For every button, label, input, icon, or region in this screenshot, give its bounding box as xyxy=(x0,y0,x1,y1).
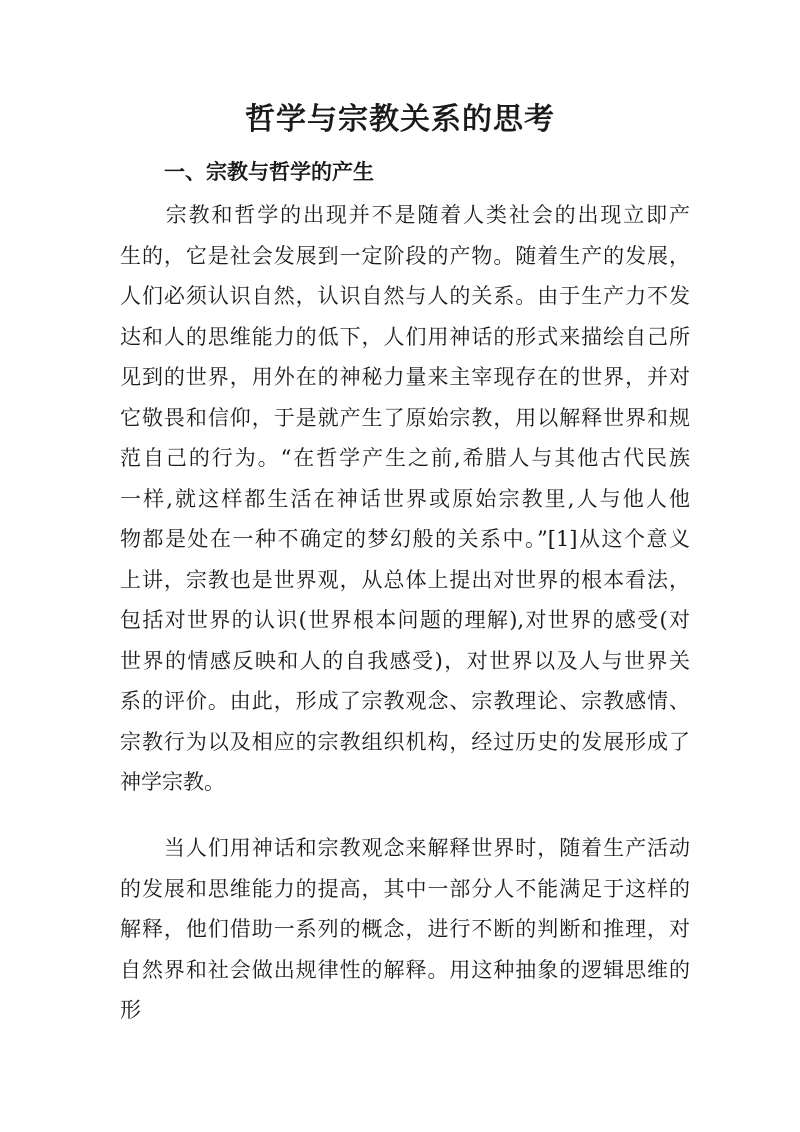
paragraph-line: 当人们用神话和宗教观念来解释世界时，随着生产活动 xyxy=(120,836,690,860)
paragraph-line: 见到的世界，用外在的神秘力量来主宰现存在的世界，并对 xyxy=(120,365,690,389)
paragraph-line: 人们必须认识自然，认识自然与人的关系。由于生产力不发 xyxy=(120,284,690,308)
paragraph-1 xyxy=(120,195,690,803)
paragraph-line: 解释，他们借助一系列的概念，进行不断的判断和推理，对 xyxy=(120,917,690,941)
section-heading: 一、宗教与哲学的产生 xyxy=(164,159,374,184)
document-title: 哲学与宗教关系的思考 xyxy=(245,102,555,137)
paragraph-line: 生的，它是社会发展到一定阶段的产物。随着生产的发展， xyxy=(120,243,690,268)
paragraph-line: 一样,就这样都生活在神话世界或原始宗教里,人与他人他 xyxy=(120,486,690,511)
paragraph-line: 形 xyxy=(120,998,141,1022)
paragraph-line: 自然界和社会做出规律性的解释。用这种抽象的逻辑思维的 xyxy=(120,957,690,982)
paragraph-line: 宗教和哲学的出现并不是随着人类社会的出现立即产 xyxy=(120,203,690,227)
paragraph-line: 系的评价。由此，形成了宗教观念、宗教理论、宗教感情、 xyxy=(120,689,690,713)
paragraph-line: 它敬畏和信仰，于是就产生了原始宗教，用以解释世界和规 xyxy=(120,405,690,430)
paragraph-2 xyxy=(120,828,690,1031)
paragraph-line: 世界的情感反映和人的自我感受)，对世界以及人与世界关 xyxy=(120,648,690,673)
paragraph-line: 物都是处在一种不确定的梦幻般的关系中。”[1]从这个意义 xyxy=(120,527,690,551)
paragraph-line: 包括对世界的认识(世界根本问题的理解),对世界的感受(对 xyxy=(120,608,690,632)
paragraph-line: 的发展和思维能力的提高，其中一部分人不能满足于这样的 xyxy=(120,876,690,901)
paragraph-line: 宗教行为以及相应的宗教组织机构，经过历史的发展形成了 xyxy=(120,729,690,754)
paragraph-line: 达和人的思维能力的低下，人们用神话的形式来描绘自己所 xyxy=(120,324,690,349)
paragraph-line: 神学宗教。 xyxy=(120,770,225,794)
paragraph-line: 上讲，宗教也是世界观，从总体上提出对世界的根本看法， xyxy=(120,567,690,592)
paragraph-line: 范自己的行为。“在哲学产生之前,希腊人与其他古代民族 xyxy=(120,446,690,470)
